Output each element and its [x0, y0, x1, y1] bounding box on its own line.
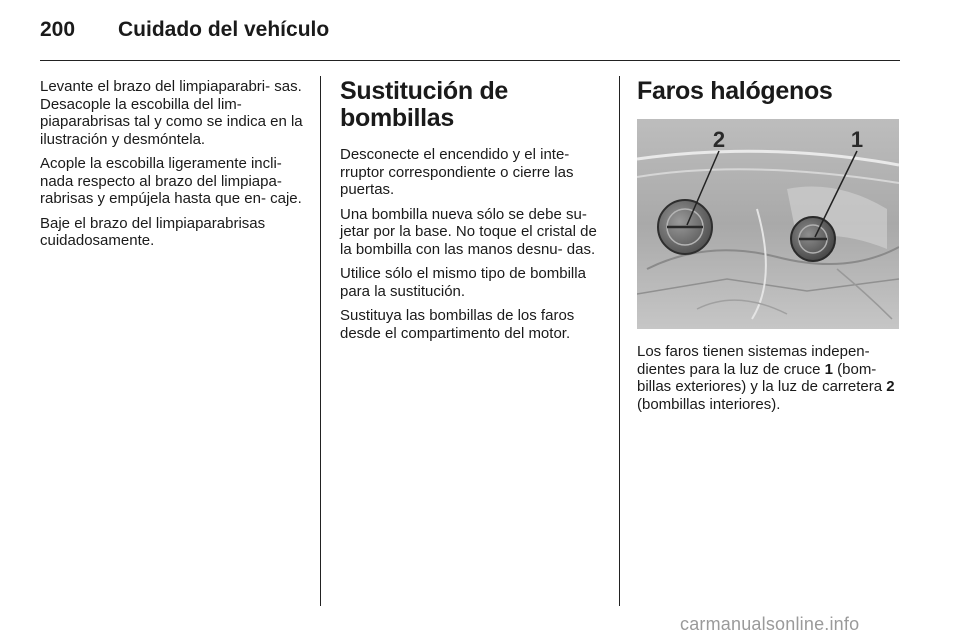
section-heading: Faros halógenos	[637, 77, 833, 105]
column-3	[637, 78, 903, 420]
paragraph: Una bombilla nueva sólo se debe su- jetar por la base. No toque el cristal de la bombilla con las manos desnu- das.	[340, 205, 597, 258]
column-divider-1	[320, 76, 321, 606]
column-1	[40, 78, 306, 257]
paragraph: Desconecte el encendido y el inte- rruptor correspondiente o cierre las puertas.	[340, 146, 574, 198]
reference-number: 1	[824, 360, 833, 378]
paragraph: Levante el brazo del limpiaparabri- sas. Desacople la escobilla del lim- piaparabrisas tal y como se indica en la ilustración y desmóntela.	[40, 78, 303, 148]
callout-label-1: 1	[850, 127, 864, 152]
page-number: 200	[40, 18, 76, 41]
reference-number: 2	[886, 378, 895, 395]
column-divider-2	[619, 76, 620, 606]
figure-caption: Los faros tienen sistemas indepen- dientes para la luz de cruce 1 (bom- billas exteriores) y la luz de carretera 2 (bombillas interiores).	[637, 343, 895, 413]
paragraph: Baje el brazo del limpiaparabrisas cuidadosamente.	[40, 214, 266, 249]
watermark: carmanualsonline.info	[680, 614, 860, 634]
column-2	[340, 78, 608, 349]
section-title: Cuidado del vehículo	[118, 18, 330, 41]
section-heading: Sustitución de bombillas	[340, 77, 509, 132]
paragraph: Acople la escobilla ligeramente incli- nada respecto al brazo del limpiapa- rabrisas y empújela hasta que en- caje.	[40, 155, 302, 207]
page-header	[40, 18, 900, 44]
headlamp-illustration	[637, 119, 899, 329]
paragraph: Sustituya las bombillas de los faros desde el compartimento del motor.	[340, 307, 575, 342]
callout-label-2: 2	[712, 127, 726, 152]
header-rule	[40, 60, 900, 61]
paragraph: Utilice sólo el mismo tipo de bombilla para la sustitución.	[340, 265, 586, 300]
